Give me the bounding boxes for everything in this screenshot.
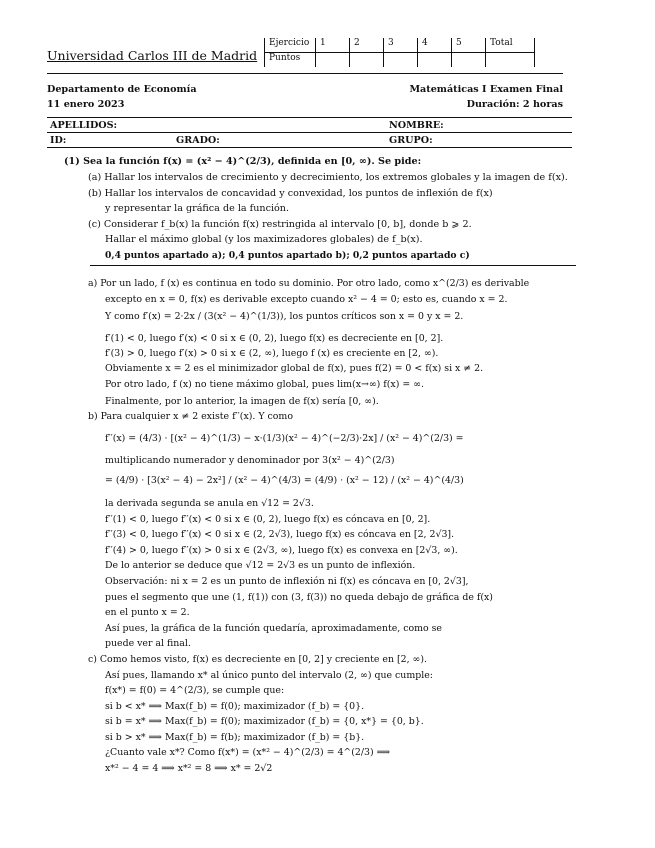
department: Departamento de Economía xyxy=(47,84,197,95)
info-box-bottom xyxy=(47,147,572,148)
solution-line: b) Para cualquier x ≠ 2 existe f′′(x). Y como xyxy=(88,411,293,422)
solution-line: f′′(3) < 0, luego f′′(x) < 0 si x ∈ (2, 2√3), luego f(x) es cóncava en [2, 2√3]. xyxy=(105,529,455,540)
part-a: (a) Hallar los intervalos de crecimiento y decrecimiento, los extremos globales y la imagen de f(x). xyxy=(88,172,568,183)
solution-line: si b > x* ⟹ Max(f_b) = f(b); maximizador (f_b) = {b}. xyxy=(105,732,365,743)
solution-line: puede ver al final. xyxy=(105,638,191,649)
grade-cell[interactable] xyxy=(316,53,350,68)
solution-line: f′′(4) > 0, luego f′′(x) > 0 si x ∈ (2√3, ∞), luego f(x) es convexa en [2√3, ∞). xyxy=(105,545,458,556)
solution-line: excepto en x = 0, f(x) es derivable excepto cuando x² − 4 = 0; esto es, cuando x = 2. xyxy=(105,294,508,305)
solution-line: f′′(1) < 0, luego f′′(x) < 0 si x ∈ (0, 2), luego f(x) es cóncava en [0, 2]. xyxy=(105,514,431,525)
points-breakdown: 0,4 puntos apartado a); 0,4 puntos apartado b); 0,2 puntos apartado c) xyxy=(105,250,470,261)
solution-line: f′′(x) = (4/3) · [(x² − 4)^(1/3) − x·(1/3)(x² − 4)^(−2/3)·2x] / (x² − 4)^(2/3) = xyxy=(105,433,464,444)
grade-cell[interactable] xyxy=(486,53,535,68)
part-c: (c) Considerar f_b(x) la función f(x) restringida al intervalo [0, b], donde b ⩾ 2. xyxy=(88,219,472,230)
solution-line: si b < x* ⟹ Max(f_b) = f(0); maximizador (f_b) = {0}. xyxy=(105,701,365,712)
solution-line: Por otro lado, f (x) no tiene máximo global, pues lim(x→∞) f(x) = ∞. xyxy=(105,379,424,390)
solution-line: c) Como hemos visto, f(x) es decreciente en [0, 2] y creciente en [2, ∞). xyxy=(88,654,427,665)
university-name: Universidad Carlos III de Madrid xyxy=(47,48,258,63)
problem-block xyxy=(64,156,574,266)
solution-line: Obviamente x = 2 es el minimizador global de f(x), pues f(2) = 0 < f(x) si x ≠ 2. xyxy=(105,363,484,374)
solution-line: Observación: ni x = 2 es un punto de inflexión ni f(x) es cóncava en [0, 2√3], xyxy=(105,576,469,587)
part-b-cont: y representar la gráfica de la función. xyxy=(105,203,290,214)
name-field[interactable]: NOMBRE: xyxy=(389,120,444,131)
part-b: (b) Hallar los intervalos de concavidad y convexidad, los puntos de inflexión de f(x) xyxy=(88,188,493,199)
id-field[interactable]: ID: xyxy=(50,135,67,146)
solution-line: f′(1) < 0, luego f′(x) < 0 si x ∈ (0, 2), luego f(x) es decreciente en [0, 2]. xyxy=(105,333,444,344)
solution-line: Y como f′(x) = 2·2x / (3(x² − 4)^(1/3)), los puntos críticos son x = 0 y x = 2. xyxy=(105,311,464,322)
solution-line: f(x*) = f(0) = 4^(2/3), se cumple que: xyxy=(105,685,285,696)
solution-divider xyxy=(90,265,576,266)
solution-block xyxy=(88,278,578,838)
solution-line: = (4/9) · [3(x² − 4) − 2x²] / (x² − 4)^(4/3) = (4/9) · (x² − 12) / (x² − 4)^(4/3) xyxy=(105,475,464,486)
grade-col-header: 1 xyxy=(316,38,350,53)
solution-line: multiplicando numerador y denominador por 3(x² − 4)^(2/3) xyxy=(105,455,395,466)
part-c-cont: Hallar el máximo global (y los maximizadores globales) de f_b(x). xyxy=(105,234,423,245)
grade-col-header: 2 xyxy=(350,38,384,53)
problem-statement: (1) Sea la función f(x) = (x² − 4)^(2/3), definida en [0, ∞). Se pide: xyxy=(64,156,422,167)
grade-row-label: Puntos xyxy=(265,53,316,68)
degree-field[interactable]: GRADO: xyxy=(176,135,220,146)
course-title: Matemáticas I Examen Final xyxy=(409,84,563,95)
grade-col-header: 4 xyxy=(418,38,452,53)
exam-date: 11 enero 2023 xyxy=(47,99,125,110)
solution-line: Así pues, la gráfica de la función quedaría, aproximadamente, como se xyxy=(105,623,442,634)
group-field[interactable]: GRUPO: xyxy=(389,135,433,146)
grade-cell[interactable] xyxy=(384,53,418,68)
solution-line: si b = x* ⟹ Max(f_b) = f(0); maximizador (f_b) = {0, x*} = {0, b}. xyxy=(105,716,424,727)
solution-line: f′(3) > 0, luego f′(x) > 0 si x ∈ (2, ∞), luego f (x) es creciente en [2, ∞). xyxy=(105,348,439,359)
solution-line: x*² − 4 = 4 ⟹ x*² = 8 ⟹ x* = 2√2 xyxy=(105,763,273,774)
grade-cell[interactable] xyxy=(418,53,452,68)
solution-line: la derivada segunda se anula en √12 = 2√3. xyxy=(105,498,314,509)
solution-line: a) Por un lado, f (x) es continua en todo su dominio. Por otro lado, como x^(2/3) es derivable xyxy=(88,278,530,289)
exam-duration: Duración: 2 horas xyxy=(466,99,563,110)
grade-cell[interactable] xyxy=(350,53,384,68)
grade-col-header: 5 xyxy=(452,38,486,53)
solution-line: pues el segmento que une (1, f(1)) con (3, f(3)) no queda debajo de gráfica de f(x) xyxy=(105,592,493,603)
header-divider xyxy=(47,73,563,74)
solution-line: en el punto x = 2. xyxy=(105,607,190,618)
grade-col-header: 3 xyxy=(384,38,418,53)
solution-line: Finalmente, por lo anterior, la imagen de f(x) sería [0, ∞). xyxy=(105,396,379,407)
solution-line: Así pues, llamando x* al único punto del intervalo (2, ∞) que cumple: xyxy=(105,670,433,681)
info-box-mid xyxy=(47,132,572,133)
solution-line: ¿Cuanto vale x*? Como f(x*) = (x*² − 4)^(2/3) = 4^(2/3) ⟹ xyxy=(105,747,391,758)
info-box-top xyxy=(47,117,572,118)
grade-cell[interactable] xyxy=(452,53,486,68)
grade-table xyxy=(264,38,535,67)
surname-field[interactable]: APELLIDOS: xyxy=(50,120,118,131)
solution-line: De lo anterior se deduce que √12 = 2√3 es un punto de inflexión. xyxy=(105,560,416,571)
grade-row-label: Ejercicio xyxy=(265,38,316,53)
grade-col-header: Total xyxy=(486,38,535,53)
